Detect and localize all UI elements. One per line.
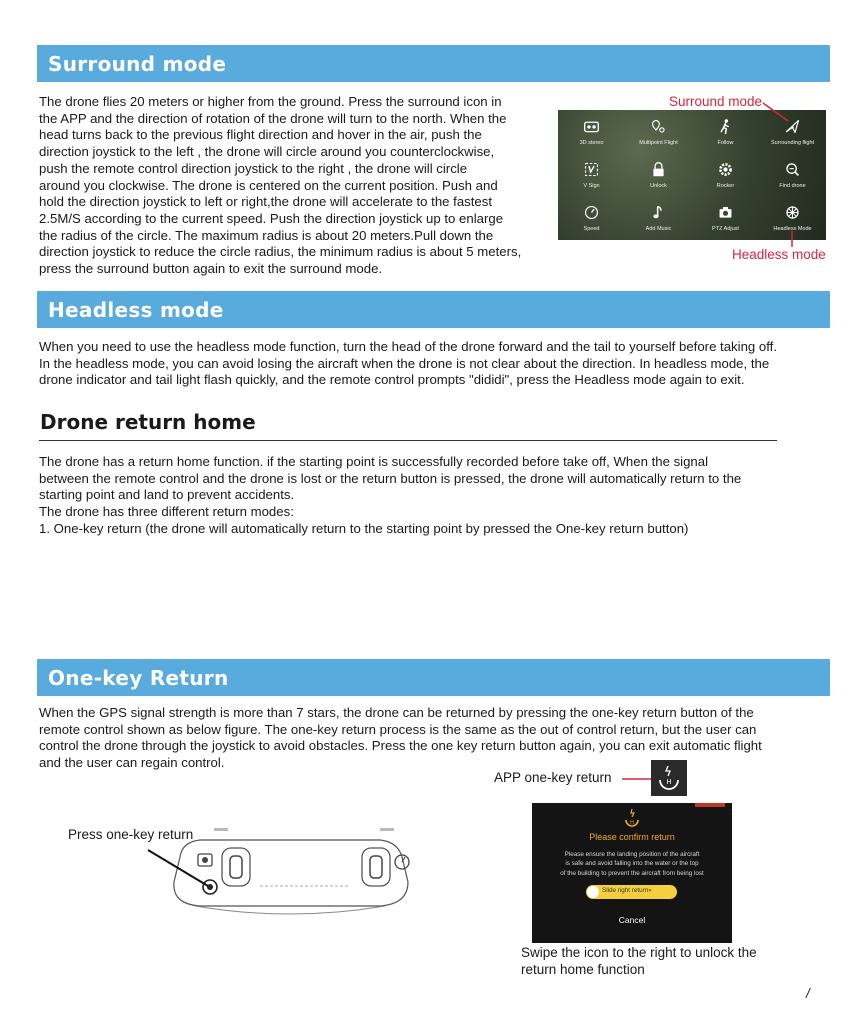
headless-mode-text (39, 339, 777, 389)
grid-label: Surrounding flight (770, 140, 815, 146)
text-line: direction joystick to reduce the circle radius, the minimum radius is about 5 meters, (39, 244, 522, 260)
text-line: The drone has three different return modes: (39, 504, 294, 520)
grid-v-sign[interactable] (558, 155, 625, 198)
right-stick (370, 856, 382, 878)
right-stick-housing (362, 848, 390, 886)
surround-mode-heading: Surround mode (48, 52, 227, 76)
headless-mode-heading: Headless mode (48, 298, 224, 322)
text-line: head turns back to the previous flight direction and hover in the air, push the (39, 127, 482, 143)
grid-unlock[interactable] (625, 155, 692, 198)
grid-label: Speed (583, 226, 600, 232)
return-home-icon (651, 760, 687, 796)
text-line: When you need to use the headless mode function, turn the head of the drone forward and the tail to yourself before taking off. (39, 339, 778, 354)
surround-mode-banner (37, 45, 830, 82)
grid-label: PTZ Adjust (712, 226, 739, 232)
grid-find-drone[interactable] (759, 155, 826, 198)
surround-mode-text (39, 94, 521, 278)
grid-follow[interactable] (692, 112, 759, 155)
surround-orbit-icon (784, 118, 801, 135)
walking-person-icon (717, 118, 734, 135)
one-key-return-heading: One-key Return (48, 666, 229, 690)
app-label-pointer (620, 770, 652, 790)
text-line: the APP and the direction of rotation of the drone will turn to the north. When the (39, 110, 507, 126)
text-line: The drone flies 20 meters or higher from the ground. Press the surround icon in (39, 94, 502, 109)
slider-knob[interactable] (587, 886, 599, 898)
grid-label: Headless Mode (773, 226, 812, 232)
grid-multipoint-flight[interactable] (625, 112, 692, 155)
dialog-title: Please confirm return (589, 832, 675, 842)
confirm-return-dialog (532, 803, 732, 943)
remote-label-right (380, 828, 394, 831)
text-line: When the GPS signal strength is more than 7 stars, the drone can be returned by pressing the one-key return button of the (39, 705, 754, 720)
dialog-body (536, 850, 728, 878)
app-one-key-return-button[interactable] (651, 760, 687, 796)
grid-ptz-adjust[interactable] (692, 198, 759, 240)
headless-mode-icon (784, 204, 801, 221)
svg-text:H: H (666, 778, 672, 786)
grid-label: Unlock (650, 183, 667, 189)
text-line: around you clockwise. The drone is centered on the current position. Push and (39, 177, 498, 193)
grid-surrounding-flight[interactable] (759, 112, 826, 155)
text-line: 1. One-key return (the drone will automatically return to the starting point by pressed the One-key return button) (39, 520, 689, 536)
headless-mode-banner (37, 291, 830, 328)
caption-line: return home function (521, 962, 645, 977)
svg-text:H: H (630, 820, 634, 826)
grid-label: Rocker (716, 183, 735, 189)
return-home-heading: Drone return home (40, 410, 256, 434)
one-key-return-banner (37, 659, 830, 696)
grid-headless-mode[interactable] (759, 198, 826, 240)
text-line: drone indicator and tail light flash quickly, and the remote control prompts "dididi", press the Headless mode again to exit. (39, 372, 745, 388)
text-line: control the drone through the joystick to avoid obstacles. Press the one key return button again, you can exit automatic flight (39, 738, 762, 754)
victory-hand-icon (583, 161, 600, 178)
return-home-icon (623, 808, 641, 828)
joystick-gear-icon (717, 161, 734, 178)
cancel-button[interactable]: Cancel (618, 915, 646, 925)
text-line: starting point and land to prevent accidents. (39, 487, 295, 503)
press-one-key-return-label: Press one-key return (68, 827, 194, 842)
dialog-line: Please ensure the landing position of the aircraft (564, 851, 700, 858)
grid-label: Add Music (645, 226, 672, 232)
remote-label-left (214, 828, 228, 831)
text-line: The drone has a return home function. if the starting point is successfully recorded before take off, When the signal (39, 454, 709, 469)
app-one-key-return-label: APP one-key return (494, 770, 612, 785)
grid-label: V Sign (583, 183, 600, 189)
remote-bottom-edge (195, 906, 385, 914)
grid-label: Multipoint Flight (639, 140, 678, 146)
text-line: hold the direction joystick to left or right,the drone will accelerate to the fastest (39, 194, 493, 210)
waypoint-icon (650, 118, 667, 135)
return-home-text (39, 454, 741, 538)
grid-label: Find drone (779, 183, 806, 189)
left-stick (230, 856, 242, 878)
grid-rocker[interactable] (692, 155, 759, 198)
text-line: the radius of the circle. The maximum radius is about 20 meters.Pull down the (39, 227, 494, 243)
text-line: remote control shown as below figure. The one-key return process is the same as the out of control return, but the user can (39, 721, 757, 737)
text-line: 2.5M/S according to the current speed. Push the direction joystick up to enlarge (39, 210, 504, 226)
press-label-pointer (140, 840, 220, 900)
music-note-icon (650, 204, 667, 221)
grid-label: 3D stereo (579, 140, 604, 146)
speedometer-icon (583, 204, 600, 221)
text-line: press the surround button again to exit the surround mode. (39, 261, 383, 277)
swipe-caption (521, 944, 757, 978)
section-divider (39, 440, 777, 441)
text-line: and the user can regain control. (39, 755, 225, 771)
app-feature-grid (558, 110, 826, 240)
camera-icon (717, 204, 734, 221)
dialog-line: is safe and avoid falling into the water or the top (565, 860, 699, 868)
slider-text: Slide right return» (602, 887, 652, 894)
left-stick-housing (222, 848, 250, 886)
grid-label: Follow (717, 140, 734, 146)
vr-glasses-icon (583, 118, 600, 135)
slide-to-return-slider[interactable] (586, 885, 677, 899)
text-line: direction joystick to the left , the drone will circle around you counterclockwise, (39, 144, 495, 160)
caption-line: Swipe the icon to the right to unlock the (521, 945, 757, 960)
search-icon (784, 161, 801, 178)
grid-speed[interactable] (558, 198, 625, 240)
lock-icon (650, 161, 667, 178)
dialog-status-tag (695, 803, 725, 807)
headless-mode-callout: Headless mode (732, 247, 826, 262)
dialog-line: of the building to prevent the aircraft from being lost (560, 869, 704, 877)
grid-add-music[interactable] (625, 198, 692, 240)
page-mark: / (806, 986, 810, 1001)
text-line: push the remote control direction joystick to the right , the drone will circle (39, 160, 468, 176)
text-line: In the headless mode, you can avoid losing the aircraft when the drone is not clear about the direction. In headless mode, the (39, 355, 770, 371)
text-line: between the remote control and the drone is lost or the return button is pressed, the drone will automatically return to the (39, 470, 742, 486)
grid-3d-stereo[interactable] (558, 112, 625, 155)
surround-mode-callout: Surround mode (669, 94, 763, 109)
